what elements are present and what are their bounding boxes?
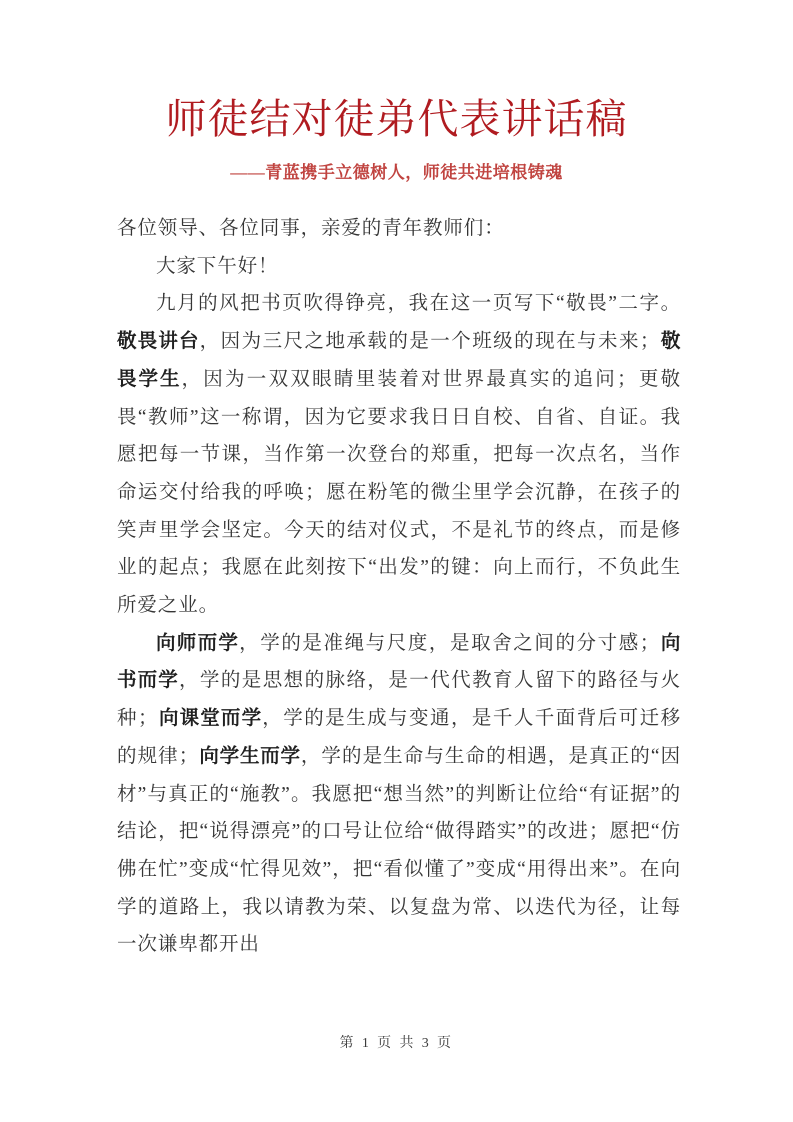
paragraph-greeting xyxy=(117,248,681,286)
body-text: 大家下午好！ xyxy=(156,255,279,277)
body-text: ，因为三尺之地承载的是一个班级的现在与未来； xyxy=(199,331,661,353)
paragraph-salutation xyxy=(117,210,681,248)
title-block xyxy=(0,92,793,186)
page-subtitle: ——青蓝携手立德树人，师徒共进培根铸魂 xyxy=(230,163,563,182)
paragraph-learning-paragraph xyxy=(117,625,681,964)
body-text: ，学的是准绳与尺度，是取舍之间的分寸感； xyxy=(239,632,661,654)
emphasis-text: 向师而学 xyxy=(156,632,240,654)
paragraph-awe-paragraph xyxy=(117,285,681,624)
emphasis-text: 敬畏学生 xyxy=(117,331,681,390)
document-body xyxy=(117,210,681,964)
page-number-label: 第 1 页 共 3 页 xyxy=(339,1036,454,1051)
page-footer xyxy=(0,1032,793,1052)
emphasis-text: 向学生而学 xyxy=(199,745,301,767)
body-text: ，学的是生命与生命的相遇，是真正的“因材”与真正的“施教”。我愿把“想当然”的判断让位给“有证据”的结论，把“说得漂亮”的口号让位给“做得踏实”的改进；愿把“仿佛在忙”变成“忙得见效”，把“看似懂了”变成“用得出来”。在向学的道路上，我以请教为荣、以复盘为常、以迭代为径，让每一次谦卑都开出 xyxy=(117,745,681,956)
body-text: ，学的是思想的脉络，是一代代教育人留下的路径与火种； xyxy=(117,670,681,730)
emphasis-text: 向课堂而学 xyxy=(158,708,263,730)
emphasis-text: 向书而学 xyxy=(117,632,681,692)
emphasis-text: 敬畏讲台 xyxy=(117,331,200,353)
body-text: ，因为一双双眼睛里装着对世界最真实的追问；更敬畏“教师”这一称谓，因为它要求我日日自校、自省、自证。我愿把每一节课，当作第一次登台的郑重，把每一次点名，当作命运交付给我的呼唤；愿在粉笔的微尘里学会沉静，在孩子的笑声里学会坚定。今天的结对仪式，不是礼节的终点，而是修业的起点；我愿在此刻按下“出发”的键：向上而行，不负此生所爱之业。 xyxy=(117,368,681,617)
body-text: ，学的是生成与变通，是千人千面背后可迁移的规律； xyxy=(117,708,681,767)
body-text: 九月的风把书页吹得铮亮，我在这一页写下“敬畏”二字。 xyxy=(156,293,681,315)
body-text: 各位领导、各位同事，亲爱的青年教师们： xyxy=(117,218,505,239)
page-title: 师徒结对徒弟代表讲话稿 xyxy=(165,96,628,142)
